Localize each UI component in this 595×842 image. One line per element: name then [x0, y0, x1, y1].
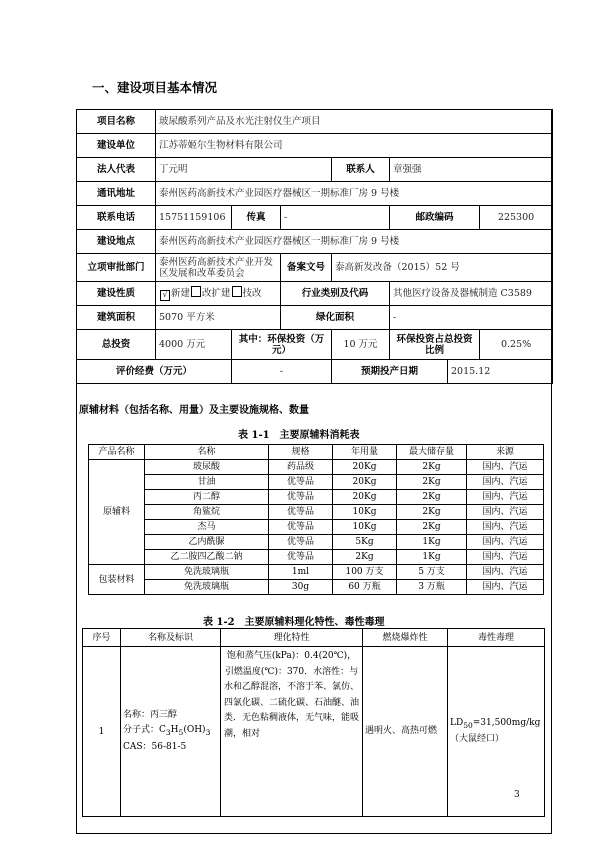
legal-value: 丁元明	[156, 158, 332, 182]
t1-cell: 国内、汽运	[467, 505, 544, 520]
row-phone	[77, 206, 553, 230]
t1-group-raw: 原辅料	[89, 460, 145, 565]
table-row	[89, 580, 544, 595]
t2-flammability: 遇明火、高热可燃	[363, 647, 448, 817]
t1-header-name: 名称	[145, 445, 269, 460]
t1-cell: 角鲨烷	[145, 505, 269, 520]
project-name-label: 项目名称	[77, 110, 156, 134]
t1-cell: 1Kg	[397, 535, 467, 550]
t1-cell: 国内、汽运	[467, 475, 544, 490]
legal-label: 法人代表	[77, 158, 156, 182]
t1-header-annual: 年用量	[333, 445, 397, 460]
t1-cell: 20Kg	[333, 460, 397, 475]
nature-options	[156, 282, 281, 306]
industry-label: 行业类别及代码	[281, 282, 390, 306]
table1-caption: 表 1-1 主要原辅料消耗表	[238, 430, 360, 441]
t1-cell: 玻尿酸	[145, 460, 269, 475]
t2-property: 饱和蒸气压(kPa)：0.4(20℃)，引燃温度(℃)：370．水溶性：与水和乙醇混溶，不溶于苯、氯仿、四氯化碳、二硫化碳、石油醚、油类．无色粘稠液体，无气味，能吸潮，相对	[221, 647, 363, 817]
approval-dept-label: 立项审批部门	[77, 254, 156, 282]
phone-label: 联系电话	[77, 206, 156, 230]
table-row	[89, 550, 544, 565]
t1-cell: 2Kg	[397, 460, 467, 475]
t1-cell: 10Kg	[333, 505, 397, 520]
t1-cell: 10Kg	[333, 520, 397, 535]
table-row	[89, 460, 544, 475]
nature-tech-label: 技改	[242, 288, 262, 299]
t2-no: 1	[83, 647, 121, 817]
address-value: 泰州医药高新技术产业园医疗器械区一期标准厂房 9 号楼	[156, 182, 553, 206]
t2-name-cell	[121, 647, 221, 817]
basic-info-table	[76, 109, 553, 384]
t1-cell: 优等品	[269, 550, 333, 565]
table-row	[89, 505, 544, 520]
t1-cell: 5Kg	[333, 535, 397, 550]
page-number: 3	[514, 790, 520, 800]
t1-cell: 1Kg	[397, 550, 467, 565]
t2-name-line1: 名称：丙三醇	[123, 710, 178, 721]
t1-cell: 甘油	[145, 475, 269, 490]
t1-header-product: 产品名称	[89, 445, 145, 460]
t2-header-toxicity: 毒性毒理	[448, 629, 545, 647]
t1-cell: 30g	[269, 580, 333, 595]
formula-part: (OH)	[183, 725, 206, 736]
t1-cell: 丙二醇	[145, 490, 269, 505]
t1-cell: 100 万支	[333, 565, 397, 580]
properties-table	[82, 628, 545, 817]
formula-sub: 3	[205, 727, 211, 737]
address-label: 通讯地址	[77, 182, 156, 206]
zip-value: 225300	[480, 206, 553, 230]
t1-cell: 20Kg	[333, 475, 397, 490]
t1-header-storage: 最大储存量	[397, 445, 467, 460]
nature-new-label: 新建	[171, 288, 191, 299]
t1-cell: 1ml	[269, 565, 333, 580]
tox-part: =31,500mg/kg（大鼠经口）	[450, 717, 541, 745]
fax-value: -	[281, 206, 390, 230]
invest-value: 4000 万元	[156, 330, 232, 360]
section-title: 一、建设项目基本情况	[92, 80, 218, 95]
green-label: 绿化面积	[281, 306, 390, 330]
t1-cell: 2Kg	[397, 490, 467, 505]
unit-label: 建设单位	[77, 134, 156, 158]
start-value: 2015.12	[448, 360, 553, 384]
t2-header-property: 理化特性	[221, 629, 363, 647]
t1-cell: 2Kg	[397, 505, 467, 520]
env-invest-label: 其中：环保投资（万元）	[232, 330, 332, 360]
table-row	[89, 520, 544, 535]
row-invest	[77, 330, 553, 360]
nature-new-checkbox[interactable]: √	[160, 290, 170, 301]
row-approval	[77, 254, 553, 282]
t1-cell: 5 万支	[397, 565, 467, 580]
table-row	[89, 535, 544, 550]
t2-header-no: 序号	[83, 629, 121, 647]
industry-value: 其他医疗设备及器械制造 C3589	[390, 282, 553, 306]
t1-cell: 免洗玻璃瓶	[145, 565, 269, 580]
site-value: 泰州医药高新技术产业园医疗器械区一期标准厂房 9 号楼	[156, 230, 553, 254]
materials-heading: 原辅材料（包括名称、用量）及主要设施规格、数量	[79, 405, 309, 416]
invest-label: 总投资	[77, 330, 156, 360]
nature-label: 建设性质	[77, 282, 156, 306]
table-row	[89, 475, 544, 490]
t1-cell: 国内、汽运	[467, 520, 544, 535]
t1-cell: 国内、汽运	[467, 535, 544, 550]
row-project-name	[77, 110, 553, 134]
t1-cell: 2Kg	[397, 520, 467, 535]
t1-cell: 优等品	[269, 490, 333, 505]
t2-header-flammability: 燃烧爆炸性	[363, 629, 448, 647]
t1-cell: 国内、汽运	[467, 490, 544, 505]
unit-value: 江苏蒂姬尔生物材料有限公司	[156, 134, 553, 158]
filing-label: 备案文号	[281, 254, 332, 282]
t2-formula	[123, 723, 218, 740]
t1-cell: 杰马	[145, 520, 269, 535]
env-ratio-label: 环保投资占总投资比例	[390, 330, 480, 360]
t1-cell: 乙二胺四乙酸二钠	[145, 550, 269, 565]
t1-group-packaging: 包装材料	[89, 565, 145, 595]
eval-fee-label: 评价经费（万元）	[77, 360, 232, 384]
t1-cell: 国内、汽运	[467, 460, 544, 475]
filing-value: 泰高新发改备（2015）52 号	[332, 254, 553, 282]
t1-cell: 优等品	[269, 535, 333, 550]
t1-cell: 优等品	[269, 475, 333, 490]
t1-header-source: 来源	[467, 445, 544, 460]
area-value: 5070 平方米	[156, 306, 281, 330]
table1-header-row	[89, 445, 544, 460]
green-value: -	[390, 306, 553, 330]
contact-label: 联系人	[332, 158, 390, 182]
row-address	[77, 182, 553, 206]
row-area	[77, 306, 553, 330]
row-eval	[77, 360, 553, 384]
formula-sub: 3	[165, 727, 171, 737]
tox-sub: 50	[463, 720, 473, 730]
t1-cell: 国内、汽运	[467, 550, 544, 565]
table2-caption: 表 1-2 主要原辅料理化特性、毒性毒理	[203, 617, 385, 628]
t1-cell: 2Kg	[397, 475, 467, 490]
approval-dept-value: 泰州医药高新技术产业开发区发展和改革委员会	[156, 254, 281, 282]
row-legal	[77, 158, 553, 182]
t1-cell: 60 万瓶	[333, 580, 397, 595]
table2-header-row	[83, 629, 545, 647]
eval-fee-value: -	[232, 360, 332, 384]
t1-header-spec: 规格	[269, 445, 333, 460]
table-row	[83, 647, 545, 817]
row-nature	[77, 282, 553, 306]
nature-expand-checkbox[interactable]	[191, 286, 201, 297]
t1-cell: 药品级	[269, 460, 333, 475]
t2-header-name: 名称及标识	[121, 629, 221, 647]
nature-expand-label: 改扩建	[202, 288, 231, 299]
nature-tech-checkbox[interactable]	[232, 286, 242, 297]
phone-value: 15751159106	[156, 206, 232, 230]
row-unit	[77, 134, 553, 158]
t2-cas: CAS：56-81-5	[123, 741, 187, 752]
env-invest-value: 10 万元	[332, 330, 390, 360]
tox-part: LD	[450, 717, 464, 728]
t1-cell: 免洗玻璃瓶	[145, 580, 269, 595]
start-label: 预期投产日期	[332, 360, 448, 384]
t1-cell: 20Kg	[333, 490, 397, 505]
t1-cell: 国内、汽运	[467, 580, 544, 595]
t1-cell: 优等品	[269, 505, 333, 520]
row-site	[77, 230, 553, 254]
project-name-value: 玻尿酸系列产品及水光注射仪生产项目	[156, 110, 553, 134]
t1-cell: 优等品	[269, 520, 333, 535]
contact-value: 章强强	[390, 158, 553, 182]
formula-part: H	[170, 725, 179, 736]
t1-cell: 3 万瓶	[397, 580, 467, 595]
zip-label: 邮政编码	[390, 206, 480, 230]
t1-cell: 乙内酰脲	[145, 535, 269, 550]
site-label: 建设地点	[77, 230, 156, 254]
area-label: 建筑面积	[77, 306, 156, 330]
t2-toxicity-cell	[448, 647, 545, 817]
formula-sub: 5	[178, 727, 184, 737]
t1-cell: 2Kg	[333, 550, 397, 565]
t1-cell: 国内、汽运	[467, 565, 544, 580]
formula-part: 分子式：C	[123, 725, 166, 736]
table-row	[89, 565, 544, 580]
fax-label: 传真	[232, 206, 281, 230]
env-ratio-value: 0.25%	[480, 330, 553, 360]
materials-table	[88, 444, 544, 595]
table-row	[89, 490, 544, 505]
